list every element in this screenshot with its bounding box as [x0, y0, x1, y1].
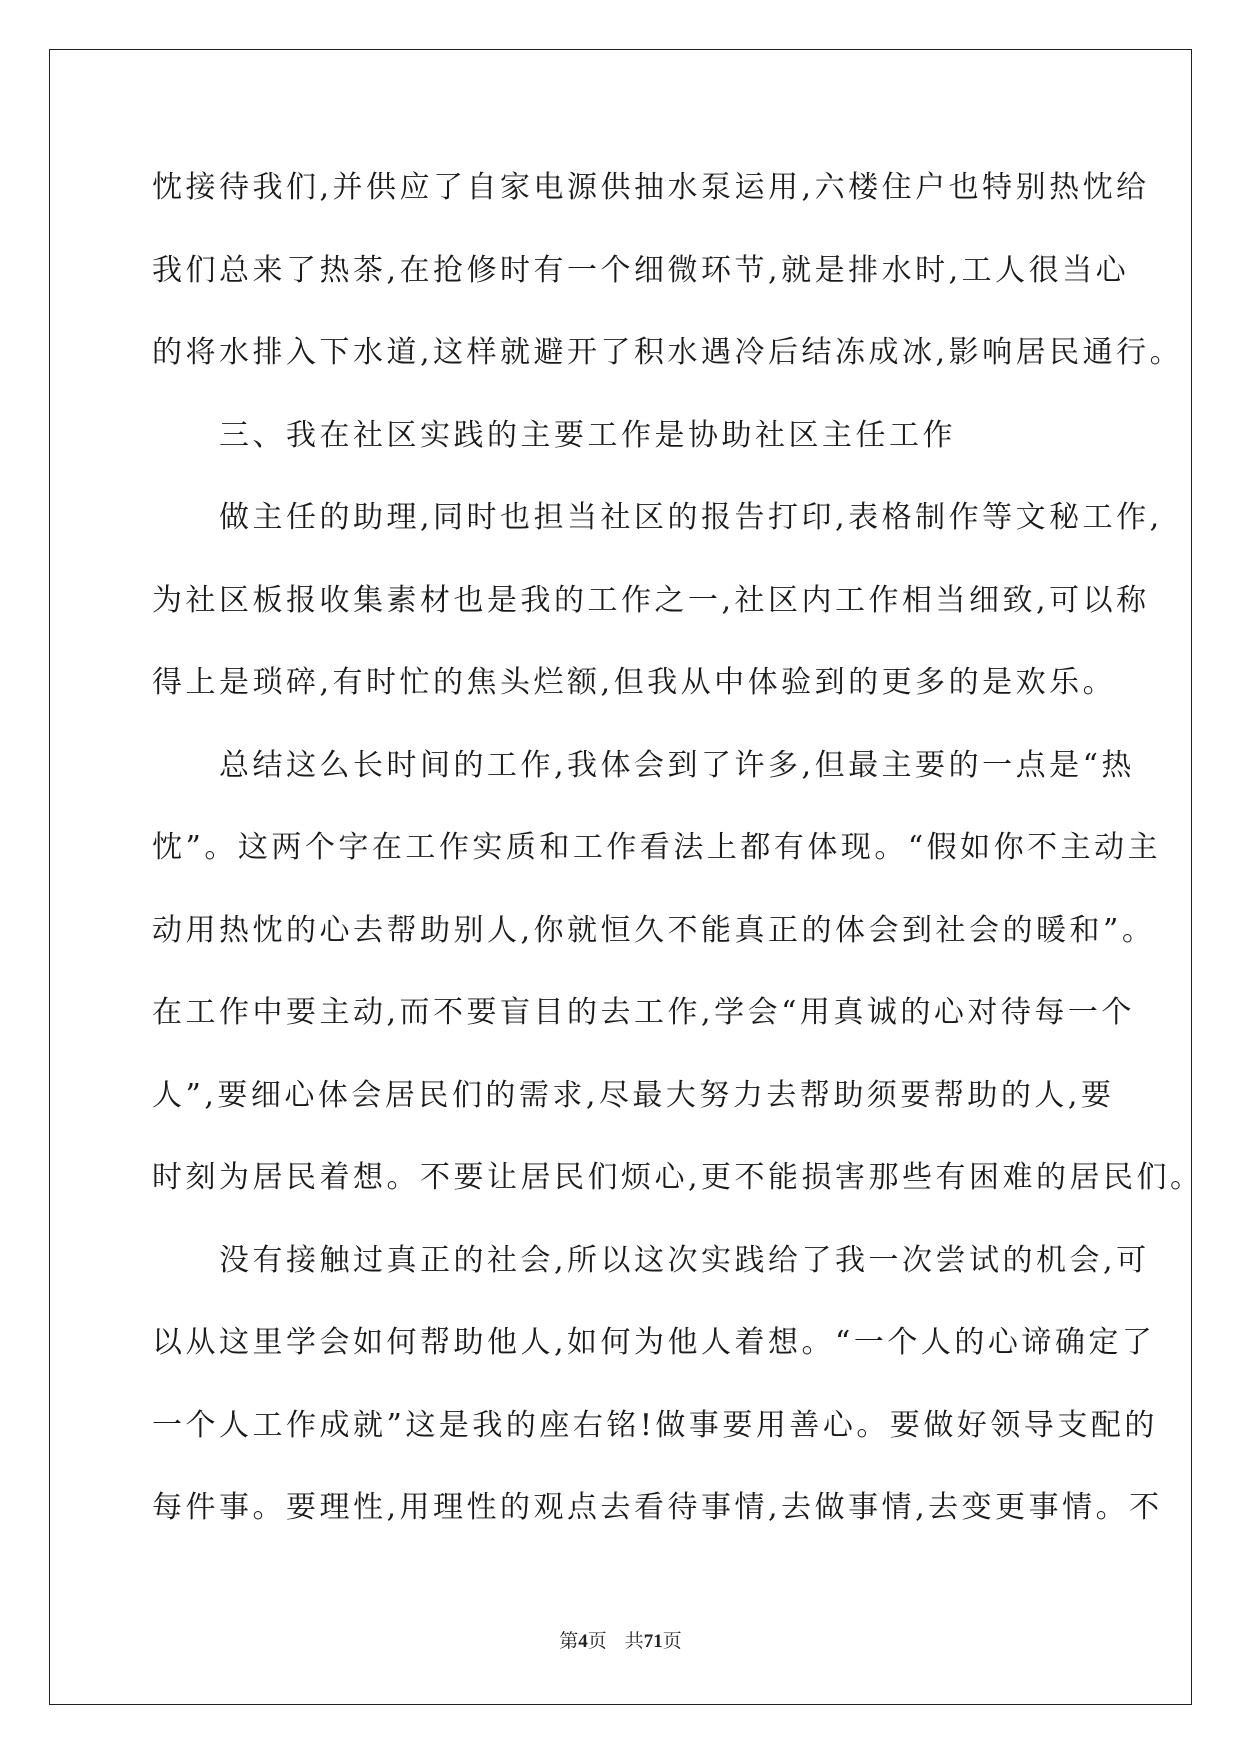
text-line: 三、我在社区实践的主要工作是协助社区主任工作 — [152, 417, 956, 453]
text-line: 没有接触过真正的社会,所以这次实践给了我一次尝试的机会,可 — [152, 1242, 1150, 1278]
footer-prefix: 第 — [559, 1631, 579, 1652]
text-line: 得上是琐碎,有时忙的焦头烂额,但我从中体验到的更多的是欢乐。 — [152, 665, 1117, 700]
document-body — [152, 166, 1204, 1569]
text-line: 我们总来了热茶,在抢修时有一个细微环节,就是排水时,工人很当心 — [152, 252, 1130, 288]
text-line: 人”,要细心体会居民们的需求,尽最大努力去帮助须要帮助的人,要 — [152, 1077, 1115, 1113]
text-line: 一个人工作成就”这是我的座右铭!做事要用善心。要做好领导支配的 — [152, 1407, 1158, 1443]
footer-total-prefix: 共 — [624, 1631, 644, 1652]
page-number: 4 — [578, 1631, 588, 1652]
text-line: 每件事。要理性,用理性的观点去看待事情,去做事情,去变更事情。不 — [152, 1490, 1163, 1525]
text-line: 时刻为居民着想。不要让居民们烦心,更不能损害那些有困难的居民们。 — [152, 1160, 1204, 1195]
total-pages: 71 — [643, 1631, 663, 1652]
text-line: 在工作中要主动,而不要盲目的去工作,学会“用真诚的心对待每一个 — [152, 995, 1135, 1030]
text-line: 以从这里学会如何帮助他人,如何为他人着想。“一个人的心谛确定了 — [152, 1325, 1156, 1360]
text-line: 忱”。这两个字在工作实质和工作看法上都有体现。“假如你不主动主 — [152, 830, 1162, 865]
text-line: 总结这么长时间的工作,我体会到了许多,但最主要的一点是“热 — [152, 747, 1135, 783]
page-footer — [0, 1626, 1241, 1653]
text-line: 的将水排入下水道,这样就避开了积水遇冷后结冻成冰,影响居民通行。 — [152, 335, 1184, 370]
text-line: 忱接待我们,并供应了自家电源供抽水泵运用,六楼住户也特别热忱给 — [152, 170, 1150, 205]
text-line: 为社区板报收集素材也是我的工作之一,社区内工作相当细致,可以称 — [152, 582, 1150, 618]
footer-page-suffix: 页 — [587, 1631, 607, 1652]
text-line: 动用热忱的心去帮助别人,你就恒久不能真正的体会到社会的暖和”。 — [152, 912, 1156, 948]
footer-total-suffix: 页 — [662, 1631, 682, 1652]
text-line: 做主任的助理,同时也担当社区的报告打印,表格制作等文秘工作, — [152, 500, 1163, 535]
